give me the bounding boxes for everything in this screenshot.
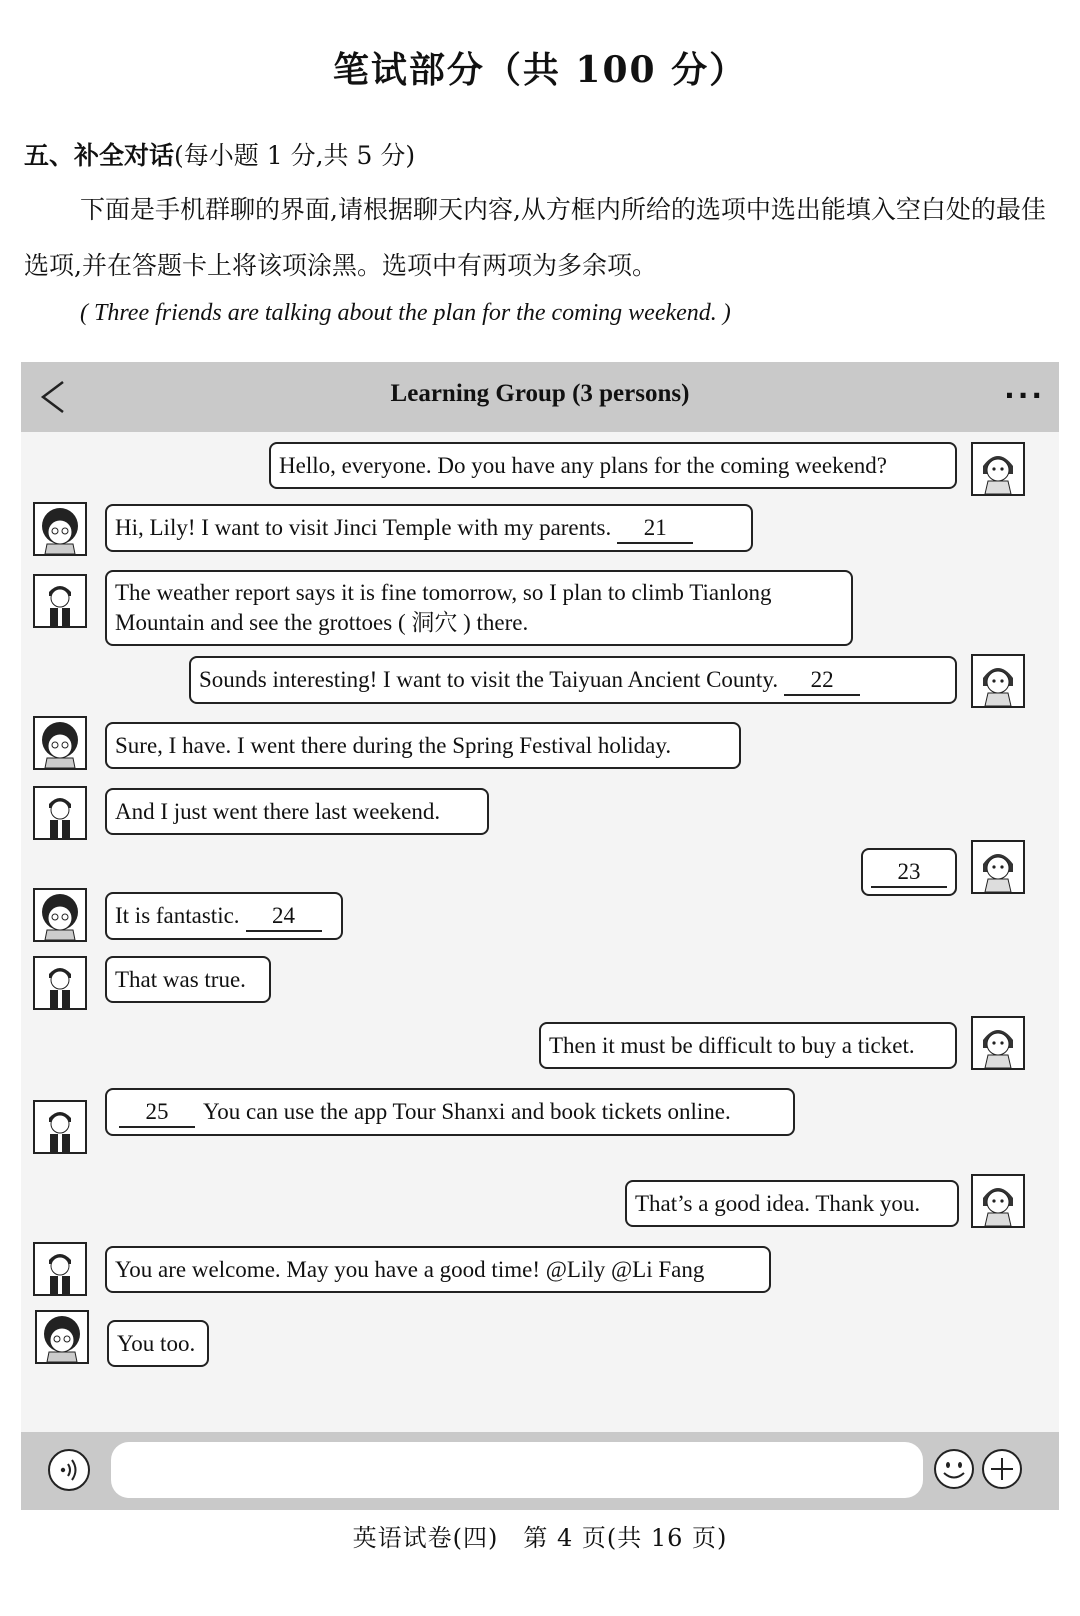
chat-message [269,442,957,489]
boy-face-icon [35,958,85,1008]
instructions [24,182,1056,294]
chat-message [105,956,271,1003]
answer-blank: 23 [871,858,947,888]
message-text: Hello, everyone. Do you have any plans for the coming weekend? [279,453,888,478]
message-text: That was true. [115,967,246,992]
boy-face-icon [35,1244,85,1294]
girl-face-icon [35,890,85,940]
message-text: Hi, Lily! I want to visit Jinci Temple with my parents. [115,515,612,540]
message-text: And I just went there last weekend. [115,799,441,824]
chat-message [625,1180,959,1227]
avatar-li-fang [35,1310,89,1364]
message-text: It is fantastic. [115,903,240,928]
answer-blank: 24 [246,902,322,932]
avatar-boy [33,574,87,628]
avatar-lily [971,1174,1025,1228]
chat-header [21,362,1059,432]
emoji-icon[interactable] [933,1448,975,1490]
chat-input-bar [21,1432,1059,1510]
message-text: That’s a good idea. Thank you. [635,1191,921,1216]
avatar-lily [971,840,1025,894]
avatar-lily [971,654,1025,708]
avatar-li-fang [33,502,87,556]
message-text: Then it must be difficult to buy a ticket. [549,1033,915,1058]
chat-message [105,1246,771,1293]
plus-icon[interactable] [981,1448,1023,1490]
message-text: You too. [117,1331,196,1356]
chat-group-title: Learning Group (3 persons) [390,380,690,407]
boy-face-icon [35,576,85,626]
instructions-text: 下面是手机群聊的界面,请根据聊天内容,从方框内所给的选项中选出能填入空白处的最佳选项,并在答题卡上将该项涂黑。选项中有两项为多余项。 [24,195,1046,280]
chat-message [861,848,957,896]
avatar-lily [971,1016,1025,1070]
chat-window [21,362,1059,1510]
girl-face-icon [973,842,1023,892]
girl-face-icon [973,1176,1023,1226]
scene-description: ( Three friends are talking about the plan for the coming weekend. ) [80,300,731,326]
answer-blank: 21 [617,514,693,544]
message-text: The weather report says it is fine tomorrow, so I plan to climb Tianlong [115,580,772,605]
chat-message [105,504,753,552]
message-input[interactable] [111,1442,923,1498]
girl-face-icon [973,1018,1023,1068]
more-options-icon[interactable]: ··· [1004,379,1045,412]
section-heading [24,136,415,172]
chat-message [105,570,853,646]
voice-icon[interactable] [47,1448,91,1492]
section-scoring: (每小题 1 分,共 5 分) [174,141,416,170]
avatar-boy [33,1242,87,1296]
avatar-li-fang [33,888,87,942]
message-text-line2: Mountain and see the grottoes ( 洞穴 ) there. [115,610,529,635]
chat-message [105,788,489,835]
girl-face-icon [35,718,85,768]
message-text: Sounds interesting! I want to visit the Taiyuan Ancient County. [199,667,779,692]
avatar-boy [33,956,87,1010]
chat-message [105,892,343,940]
page-title: 笔试部分（共 100 分） [332,49,748,91]
boy-face-icon [35,1102,85,1152]
girl-face-icon [973,444,1023,494]
page-footer: 英语试卷(四) 第 4 页(共 16 页) [352,1524,728,1552]
section-heading-text: 五、补全对话 [24,141,175,170]
girl-face-icon [973,656,1023,706]
boy-face-icon [35,788,85,838]
avatar-boy [33,1100,87,1154]
avatar-li-fang [33,716,87,770]
chat-message [105,1088,795,1136]
chat-message [105,722,741,769]
chat-message [539,1022,957,1069]
chat-message [107,1320,209,1367]
girl-face-icon [37,1312,87,1362]
message-text: You are welcome. May you have a good time! @Lily @Li Fang [115,1257,705,1282]
avatar-lily [971,442,1025,496]
message-text: You can use the app Tour Shanxi and book tickets online. [203,1099,731,1124]
chat-message [189,656,957,704]
answer-blank: 22 [784,666,860,696]
girl-face-icon [35,504,85,554]
message-text: Sure, I have. I went there during the Spring Festival holiday. [115,733,672,758]
answer-blank: 25 [119,1098,195,1128]
avatar-boy [33,786,87,840]
